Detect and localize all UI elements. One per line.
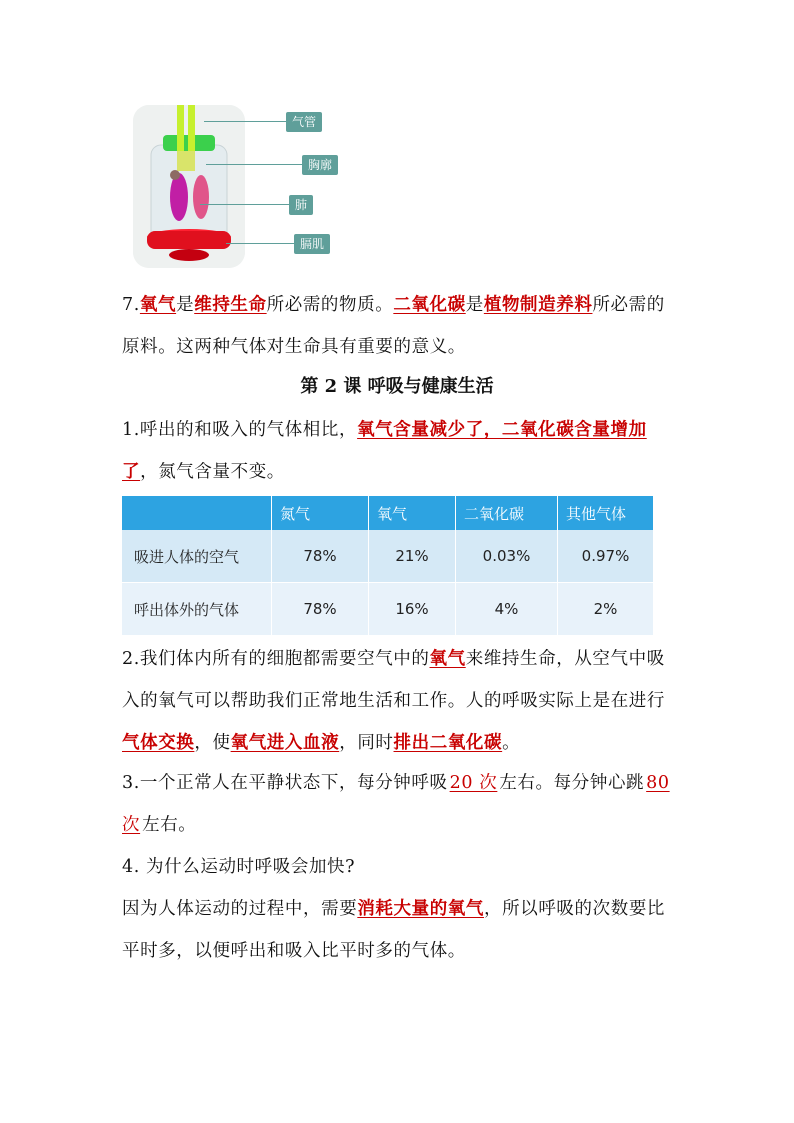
lesson-title: 第 2 课 呼吸与健康生活	[300, 376, 494, 397]
table-cell: 0.97%	[558, 530, 654, 583]
figure-labels	[0, 0, 794, 300]
table-cell: 2%	[558, 583, 654, 636]
label-trachea: 气管	[286, 112, 322, 132]
lung-model-photo	[133, 105, 245, 268]
answer: 气体交换	[122, 733, 195, 753]
question-2: 2.我们体内所有的细胞都需要空气中的氧气来维持生命，从空气中吸入的氧气可以帮助我们正常地生活和工作。人的呼吸实际上是在进行气体交换，使氧气进入血液，同时排出二氧化碳。	[122, 649, 665, 753]
answer: 80 次	[122, 773, 670, 835]
question-1: 1.呼出的和吸入的气体相比，氧气含量减少了，二氧化碳含量增加了，氮气含量不变。	[122, 420, 647, 482]
header-cell: 氮气	[272, 496, 369, 530]
answer: 二氧化碳	[393, 295, 466, 315]
table-cell: 78%	[272, 583, 369, 636]
header-cell: 二氧化碳	[456, 496, 558, 530]
answer: 氧气含量减少了，二氧化碳含量增加了	[122, 420, 647, 482]
table-cell: 吸进人体的空气	[122, 530, 272, 583]
table-row	[122, 530, 653, 583]
label-thorax: 胸廓	[302, 155, 338, 175]
table-cell: 78%	[272, 530, 369, 583]
answer: 氧气	[429, 649, 466, 669]
header-cell: 其他气体	[558, 496, 654, 530]
answer: 维持生命	[194, 295, 267, 315]
question-7: 7.氧气是维持生命所必需的物质。二氧化碳是植物制造养料所必需的原料。这两种气体对生命具有重要的意义。	[122, 295, 665, 357]
answer: 氧气进入血液	[230, 733, 340, 753]
answer-4: 因为人体运动的过程中，需要消耗大量的氧气，所以呼吸的次数要比平时多，以便呼出和吸入比平时多的气体。	[122, 899, 666, 961]
label-diaphragm: 膈肌	[294, 234, 330, 254]
table-cell: 0.03%	[456, 530, 558, 583]
table-cell: 21%	[369, 530, 456, 583]
header-cell	[122, 496, 272, 530]
table-cell: 16%	[369, 583, 456, 636]
table-row	[122, 583, 653, 636]
header-cell: 氧气	[369, 496, 456, 530]
answer: 植物制造养料	[483, 295, 593, 315]
answer: 消耗大量的氧气	[357, 899, 485, 919]
answer: 20 次	[449, 773, 498, 793]
label-lung: 肺	[289, 195, 313, 215]
question-3: 3.一个正常人在平静状态下，每分钟呼吸 20 次 左右。每分钟心跳 80 次 左右。	[122, 773, 670, 835]
question-4: 4. 为什么运动时呼吸会加快?	[122, 857, 356, 877]
table-header-row	[122, 496, 653, 530]
answer: 氧气	[139, 295, 177, 315]
gas-composition-table	[122, 496, 653, 635]
answer: 排出二氧化碳	[393, 733, 503, 753]
table-cell: 呼出体外的气体	[122, 583, 272, 636]
table-cell: 4%	[456, 583, 558, 636]
